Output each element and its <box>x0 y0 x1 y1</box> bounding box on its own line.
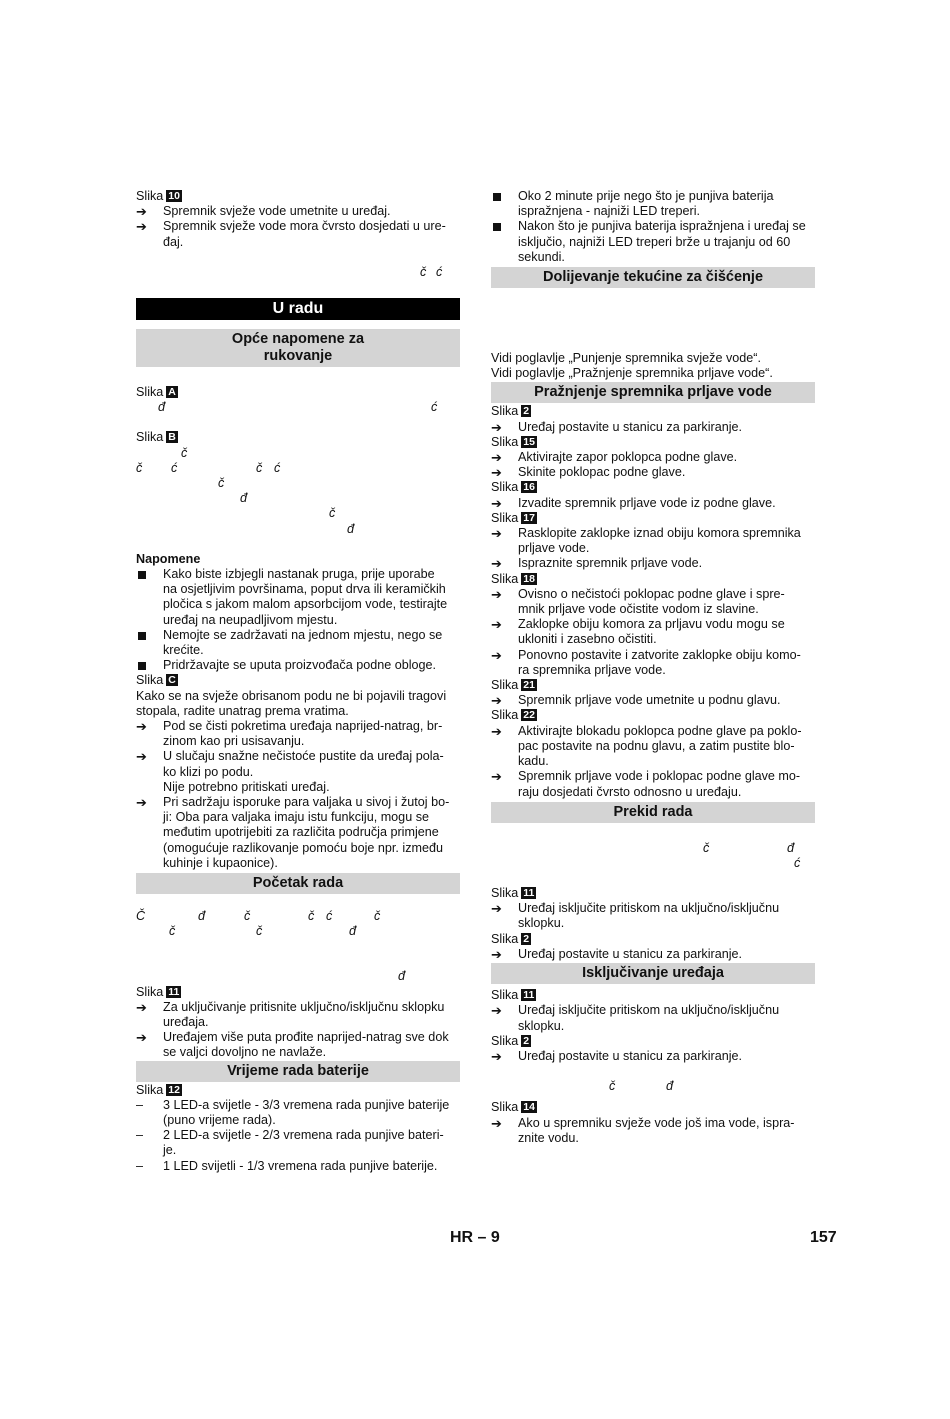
item-line: isključio, najniži LED treperi brže u trajanju od 60 <box>518 234 791 249</box>
figure-number-badge: 2 <box>523 1034 530 1047</box>
untranslated-glyph-row <box>136 969 460 984</box>
arrow-icon: ➔ <box>136 718 147 734</box>
instruction-step <box>136 219 460 249</box>
subsection-heading-dolijevanje: Dolijevanje tekućine za čišćenje <box>491 267 815 288</box>
item-line: sklopku. <box>518 916 565 931</box>
arrow-icon: ➔ <box>491 556 502 572</box>
glyph: č <box>609 1079 616 1094</box>
spacer <box>491 823 815 841</box>
untranslated-glyph-row <box>136 909 460 924</box>
figure-number-badge: 11 <box>168 985 180 998</box>
figure-label: Slika <box>136 430 164 445</box>
figure-number-badge: B <box>168 431 176 444</box>
spacer <box>136 537 460 552</box>
item-line: Spremnik svježe vode umetnite u uređaj. <box>163 204 391 219</box>
bullet-item <box>136 658 460 673</box>
item-line: Rasklopite zaklopke iznad obiju komora spremnika <box>518 526 801 541</box>
bullet-square-icon <box>491 219 518 235</box>
figure-number-badge: 22 <box>523 709 535 722</box>
arrow-icon: ➔ <box>491 617 502 633</box>
untranslated-glyph-row <box>136 461 460 476</box>
item-line: Uređajem više puta prođite naprijed-natrag sve dok <box>163 1030 449 1045</box>
item-line: 1 LED svijetli - 1/3 vremena rada punjive baterije. <box>163 1158 438 1173</box>
figure-reference <box>491 435 815 450</box>
glyph: č <box>256 924 263 939</box>
instruction-step <box>136 1030 460 1060</box>
item-line: Uređaj postavite u stanicu za parkiranje. <box>518 946 743 961</box>
arrow-icon: ➔ <box>136 1030 147 1046</box>
item-line: je. <box>163 1143 177 1158</box>
item-line: Spremnik prljave vode umetnite u podnu glavu. <box>518 693 781 708</box>
glyph: č <box>256 460 263 475</box>
item-line: uređaj na neupadljivom mjestu. <box>163 612 338 627</box>
figure-number-badge: C <box>168 674 176 687</box>
item-line: (puno vrijeme rada). <box>163 1112 276 1127</box>
figure-number-badge: 18 <box>523 572 535 585</box>
glyph: č <box>218 475 225 490</box>
spacer <box>491 288 815 351</box>
untranslated-glyph-row <box>136 400 460 415</box>
arrow-icon: ➔ <box>136 794 147 810</box>
glyph: č <box>244 908 251 923</box>
item-line: raju dosjedati čvrsto odnosno u uređaju. <box>518 784 742 799</box>
glyph: đ <box>787 840 795 855</box>
item-line: Aktivirajte blokadu poklopca podne glave pa poklo- <box>518 723 802 738</box>
figure-reference <box>491 511 815 526</box>
figure-number-badge: 10 <box>168 190 180 202</box>
bullet-square-icon <box>491 189 518 205</box>
item-line: (omogućuje razlikovanje pomoću boje npr. između <box>163 840 444 855</box>
section-heading-u-radu: U radu <box>136 298 460 320</box>
glyph: ć <box>326 908 333 923</box>
glyph: ć <box>274 460 281 475</box>
figure-label: Slika <box>491 510 519 525</box>
glyph: č <box>374 908 381 923</box>
item-line: prljave vode. <box>518 541 590 556</box>
figure-number-badge: 17 <box>523 511 535 524</box>
untranslated-glyph-row <box>136 476 460 491</box>
item-line: Spremnik prljave vode i poklopac podne glave mo- <box>518 769 801 784</box>
figure-label: Slika <box>491 678 519 693</box>
item-line: Za uključivanje pritisnite uključno/isključnu sklopku <box>163 999 445 1014</box>
figure-reference <box>491 708 815 723</box>
instruction-step <box>491 556 815 571</box>
item-line: kadu. <box>518 754 549 769</box>
item-line: međutim upotrijebiti za različita područja primjene <box>163 825 439 840</box>
subsection-heading-prekid-rada: Prekid rada <box>491 802 815 823</box>
item-line: Uređaj postavite u stanicu za parkiranje. <box>518 1048 743 1063</box>
figure-reference <box>491 678 815 693</box>
bullet-square-icon <box>136 658 163 674</box>
item-line: Uređaj postavite u stanicu za parkiranje. <box>518 419 743 434</box>
item-line: Skinite poklopac podne glave. <box>518 465 686 480</box>
footer-language-page-code: HR – 9 <box>450 1229 500 1246</box>
instruction-step <box>491 526 815 556</box>
figure-reference <box>491 886 815 901</box>
instruction-step <box>136 204 460 219</box>
subsection-heading-praznjenje: Pražnjenje spremnika prljave vode <box>491 382 815 403</box>
instruction-step <box>491 465 815 480</box>
figure-reference <box>491 1100 815 1115</box>
arrow-icon: ➔ <box>136 219 147 235</box>
arrow-icon: ➔ <box>491 465 502 481</box>
item-line: U slučaju snažne nečistoće pustite da uređaj pola- <box>163 749 444 764</box>
figure-label: Slika <box>491 886 519 901</box>
item-line: Ponovno postavite i zatvorite zaklopke obiju komo- <box>518 647 801 662</box>
square-icon <box>138 662 146 670</box>
bullet-item <box>136 567 460 628</box>
untranslated-glyph-row <box>491 1079 815 1094</box>
note-heading: Napomene <box>136 551 201 566</box>
paragraph-line: stopala, radite unatrag prema vratima. <box>136 703 349 718</box>
bullet-item <box>491 219 815 265</box>
arrow-icon: ➔ <box>136 204 147 220</box>
square-icon <box>138 571 146 579</box>
item-line: Pridržavajte se uputa proizvođača podne obloge. <box>163 658 437 673</box>
item-line: Aktivirajte zapor poklopca podne glave. <box>518 450 738 465</box>
instruction-step <box>491 587 815 617</box>
untranslated-glyph-row <box>136 522 460 537</box>
spacer <box>136 415 460 430</box>
bullet-square-icon <box>136 567 163 583</box>
arrow-icon: ➔ <box>491 495 502 511</box>
spacer <box>136 320 460 329</box>
item-line: Ovisno o nečistoći poklopac podne glave i spre- <box>518 586 785 601</box>
arrow-icon: ➔ <box>491 1048 502 1064</box>
arrow-icon: ➔ <box>491 647 502 663</box>
spacer <box>491 871 815 886</box>
instruction-step <box>491 420 815 435</box>
cross-reference-line: Vidi poglavlje „Pražnjenje spremnika prljave vode“. <box>491 366 773 381</box>
dash-icon: – <box>136 1128 144 1143</box>
figure-label: Slika <box>136 984 164 999</box>
arrow-icon: ➔ <box>491 693 502 709</box>
figure-label: Slika <box>491 988 519 1003</box>
figure-label: Slika <box>491 404 519 419</box>
figure-label: Slika <box>136 189 164 203</box>
heading-line: Opće napomene za <box>231 331 365 347</box>
glyph: đ <box>347 521 355 536</box>
arrow-icon: ➔ <box>491 586 502 602</box>
glyph: đ <box>398 969 406 984</box>
item-line: Nemojte se zadržavati na jednom mjestu, nego se <box>163 627 443 642</box>
item-line: krećite. <box>163 642 204 657</box>
item-line: Pod se čisti pokretima uređaja naprijed-natrag, br- <box>163 718 443 733</box>
item-line: 2 LED-a svijetle - 2/3 vremena rada punjive bateri- <box>163 1128 444 1143</box>
figure-number-badge: 15 <box>523 435 535 448</box>
item-line: ispražnjena - najniži LED treperi. <box>518 204 700 219</box>
bullet-item <box>136 628 460 658</box>
instruction-step <box>491 1003 815 1033</box>
figure-reference <box>136 673 460 688</box>
square-icon <box>493 223 501 231</box>
spacer <box>491 1064 815 1079</box>
arrow-icon: ➔ <box>491 1003 502 1019</box>
item-line: Oko 2 minute prije nego što je punjiva baterija <box>518 189 774 203</box>
instruction-step <box>491 901 815 931</box>
glyph: đ <box>158 400 166 415</box>
figure-reference <box>491 932 815 947</box>
item-line: mnik prljave vode očistite vodom iz slavine. <box>518 602 759 617</box>
figure-number-badge: 12 <box>168 1083 180 1096</box>
glyph: đ <box>240 491 248 506</box>
figure-number-badge: A <box>168 386 176 398</box>
instruction-step <box>491 617 815 647</box>
item-line: pac postavite na podnu glavu, a zatim pustite blo- <box>518 738 795 753</box>
left-column <box>136 189 460 1174</box>
glyph: č <box>136 460 143 475</box>
arrow-icon: ➔ <box>491 526 502 542</box>
arrow-icon: ➔ <box>491 419 502 435</box>
figure-reference <box>491 480 815 495</box>
figure-reference <box>491 404 815 419</box>
item-line: na osjetljivim površinama, poput drva ili keramičkih <box>163 582 446 597</box>
instruction-step <box>491 1049 815 1064</box>
dash-item <box>136 1159 460 1174</box>
square-icon <box>138 632 146 640</box>
figure-reference <box>136 1083 460 1098</box>
instruction-step <box>136 719 460 749</box>
subsection-heading-vrijeme-rada: Vrijeme rada baterije <box>136 1061 460 1082</box>
figure-number-badge: 11 <box>523 887 535 900</box>
item-line: Zaklopke obiju komora za prljavu vodu mogu se <box>518 617 785 632</box>
item-line: Kako biste izbjegli nastanak pruga, prije uporabe <box>163 566 435 581</box>
glyph: ć <box>171 460 178 475</box>
figure-label: Slika <box>491 1033 519 1048</box>
figure-number-badge: 2 <box>523 932 530 945</box>
glyph: đ <box>349 924 357 939</box>
instruction-step <box>491 724 815 770</box>
instruction-step <box>136 795 460 871</box>
arrow-icon: ➔ <box>136 749 147 765</box>
glyph: č <box>703 840 710 855</box>
untranslated-glyph-row <box>136 265 460 280</box>
item-line: sklopku. <box>518 1018 565 1033</box>
arrow-icon: ➔ <box>491 946 502 962</box>
untranslated-glyph-row <box>136 446 460 461</box>
item-line: Ako u spremniku svježe vode još ima vode, ispra- <box>518 1115 795 1130</box>
glyph: č <box>329 506 336 521</box>
figure-reference <box>136 430 460 445</box>
figure-reference <box>491 572 815 587</box>
item-line: Uređaj isključite pritiskom na uključno/isključnu <box>518 901 780 916</box>
figure-reference <box>136 385 460 400</box>
heading-line: rukovanje <box>263 348 333 364</box>
instruction-step <box>491 693 815 708</box>
item-line: Nakon što je punjiva baterija ispražnjena i uređaj se <box>518 219 806 234</box>
arrow-icon: ➔ <box>136 999 147 1015</box>
bullet-square-icon <box>136 628 163 644</box>
spacer <box>136 939 460 969</box>
untranslated-glyph-row <box>136 506 460 521</box>
item-line: ji: Oba para valjaka imaju istu funkciju, mogu se <box>163 810 429 825</box>
spacer <box>136 894 460 909</box>
untranslated-glyph-row <box>491 841 815 856</box>
figure-reference <box>136 985 460 1000</box>
figure-label: Slika <box>491 434 519 449</box>
footer-page-number: 157 <box>810 1229 837 1246</box>
instruction-step <box>136 1000 460 1030</box>
figure-label: Slika <box>136 1082 164 1097</box>
paragraph-line: Kako se na svježe obrisanom podu ne bi pojavili tragovi <box>136 688 447 703</box>
item-line: kuhinje i kupaonice). <box>163 855 278 870</box>
glyph: č <box>169 924 176 939</box>
item-line: uređaja. <box>163 1014 209 1029</box>
figure-number-badge: 2 <box>523 405 530 418</box>
instruction-step <box>136 749 460 795</box>
instruction-step <box>491 1116 815 1146</box>
glyph: č <box>420 264 427 279</box>
item-line: sekundi. <box>518 249 565 264</box>
figure-label: Slika <box>491 1100 519 1115</box>
right-column <box>491 189 815 1146</box>
dash-item <box>136 1128 460 1158</box>
glyph: Č <box>136 908 146 923</box>
arrow-icon: ➔ <box>491 769 502 785</box>
arrow-icon: ➔ <box>491 1115 502 1131</box>
figure-label: Slika <box>491 708 519 723</box>
figure-reference <box>136 189 460 204</box>
cross-reference-line: Vidi poglavlje „Punjenje spremnika svježe vode“. <box>491 351 761 366</box>
item-line: Izvadite spremnik prljave vode iz podne glave. <box>518 495 776 510</box>
figure-label: Slika <box>136 673 164 688</box>
figure-reference <box>491 1034 815 1049</box>
figure-number-badge: 21 <box>523 679 535 692</box>
dash-icon: – <box>136 1097 144 1112</box>
spacer <box>136 250 460 265</box>
untranslated-glyph-row <box>491 856 815 871</box>
spacer <box>136 367 460 385</box>
arrow-icon: ➔ <box>491 901 502 917</box>
figure-label: Slika <box>491 931 519 946</box>
bullet-item <box>491 189 815 219</box>
item-line: Nije potrebno pritiskati uređaj. <box>163 779 330 794</box>
arrow-icon: ➔ <box>491 450 502 466</box>
figure-number-badge: 11 <box>523 989 535 1002</box>
item-line: Uređaj isključite pritiskom na uključno/isključnu <box>518 1003 780 1018</box>
arrow-icon: ➔ <box>491 723 502 739</box>
glyph: ć <box>794 855 801 870</box>
figure-label: Slika <box>136 385 164 399</box>
glyph: đ <box>198 908 206 923</box>
item-line: ra spremnika prljave vode. <box>518 662 666 677</box>
glyph: č <box>181 445 188 460</box>
figure-label: Slika <box>491 480 519 495</box>
item-line: zinom kao pri usisavanju. <box>163 734 305 749</box>
subsection-heading-iskljucivanje: Isključivanje uređaja <box>491 963 815 984</box>
instruction-step <box>491 450 815 465</box>
instruction-step <box>491 769 815 799</box>
subsection-heading-opce-napomene <box>136 329 460 367</box>
subsection-heading-pocetak-rada: Početak rada <box>136 873 460 894</box>
item-line: 3 LED-a svijetle - 3/3 vremena rada punjive baterije <box>163 1097 450 1112</box>
glyph: đ <box>666 1079 674 1094</box>
figure-number-badge: 14 <box>523 1101 535 1114</box>
untranslated-glyph-row <box>136 491 460 506</box>
item-line: znite vodu. <box>518 1130 579 1145</box>
item-line: Spremnik svježe vode mora čvrsto dosjedati u ure- <box>163 219 446 234</box>
item-line: Ispraznite spremnik prljave vode. <box>518 556 703 571</box>
glyph: ć <box>436 264 443 279</box>
item-line: đaj. <box>163 234 184 249</box>
item-line: ukloniti i zasebno očistiti. <box>518 632 657 647</box>
glyph: č <box>308 908 315 923</box>
untranslated-glyph-row <box>136 924 460 939</box>
instruction-step <box>491 947 815 962</box>
glyph: ć <box>431 400 438 415</box>
item-line: ko klizi po podu. <box>163 764 254 779</box>
instruction-step <box>491 648 815 678</box>
figure-number-badge: 16 <box>523 481 535 494</box>
square-icon <box>493 193 501 201</box>
instruction-step <box>491 496 815 511</box>
figure-label: Slika <box>491 571 519 586</box>
figure-reference <box>491 988 815 1003</box>
dash-item <box>136 1098 460 1128</box>
item-line: pločica s jakom malom apsorbcijom vode, testirajte <box>163 597 448 612</box>
dash-icon: – <box>136 1158 144 1173</box>
spacer <box>136 280 460 298</box>
item-line: Pri sadržaju isporuke para valjaka u sivoj i žutoj bo- <box>163 794 450 809</box>
item-line: se valjci dovoljno ne navlaže. <box>163 1045 327 1060</box>
